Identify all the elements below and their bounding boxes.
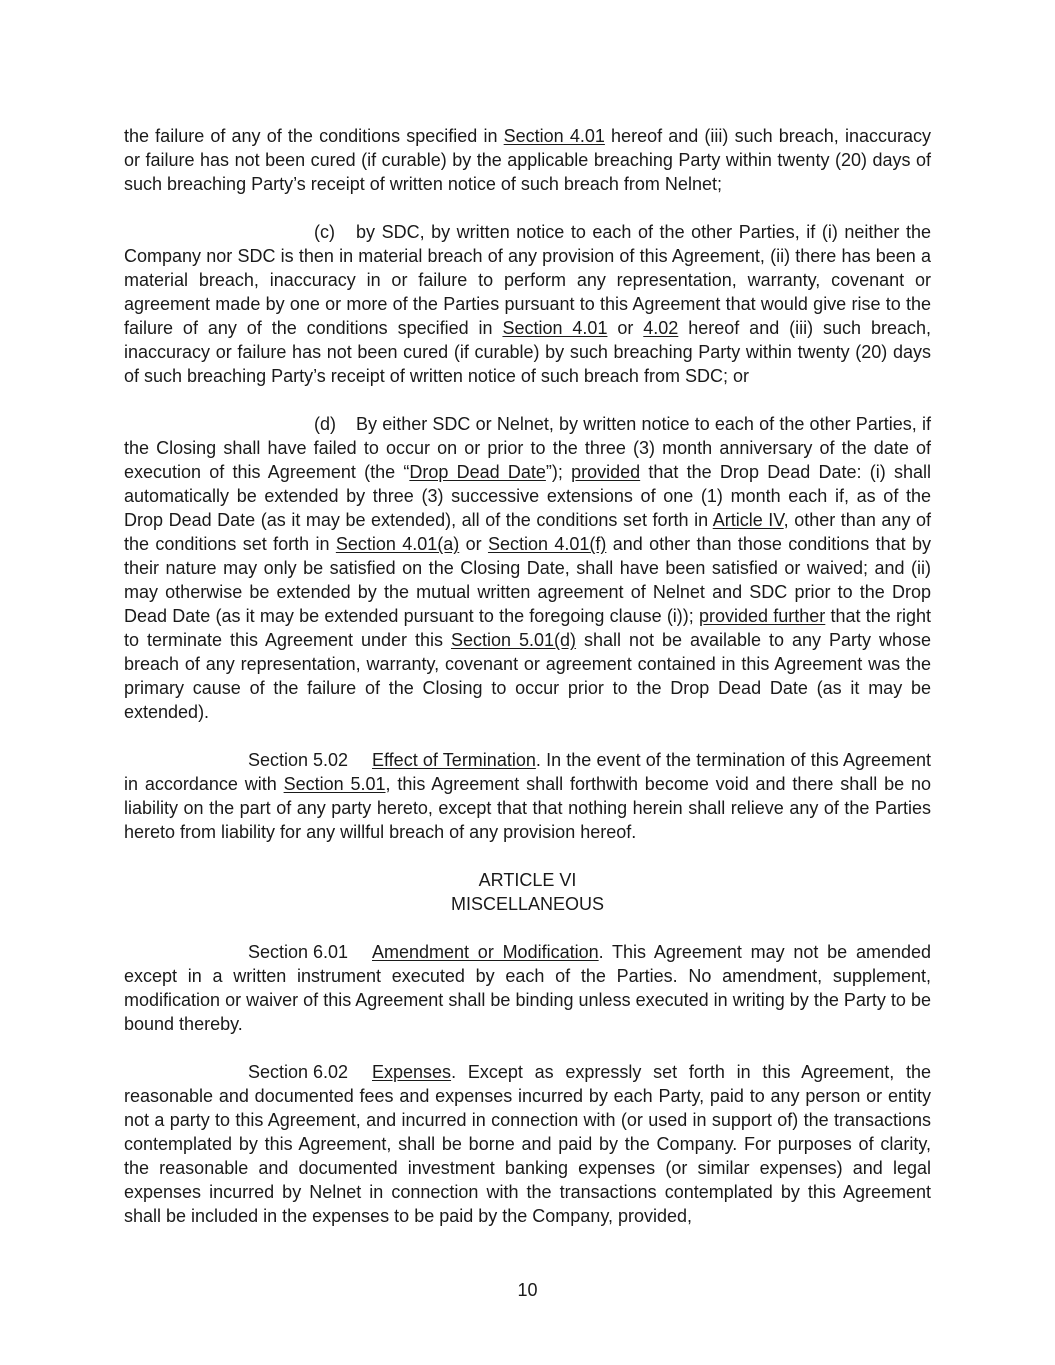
clause-label: (c) (314, 222, 335, 242)
cross-reference-link[interactable]: Section 4.01(f) (487, 534, 607, 554)
text-run: or (459, 534, 488, 554)
text-run: that the Drop Dead Date: (i) shall automatically be extended by three (3) successive extensions of one (1) month each if, as of the Drop Dead Date (as it may be extended), all of the conditions set forth in (124, 462, 931, 530)
emphasis-term: provided (571, 462, 641, 482)
text-run: the failure of any of the conditions specified in (124, 126, 504, 146)
cross-reference-link[interactable]: Section 4.01 (503, 126, 605, 146)
cross-reference-link[interactable]: Section 5.01 (283, 774, 386, 794)
cross-reference-link[interactable]: 4.02 (643, 318, 679, 338)
text-run: . This Agreement may not be amended except in a written instrument executed by each of the Parties. No amendment, supplement, modification or waiver of this Agreement shall be binding unless executed in writing by the Party to be bound thereby. (124, 942, 931, 1034)
text-run: shall not be available to any Party whose breach of any representation, warranty, covenant or agreement contained in this Agreement was the primary cause of the failure of the Closing to occur prior to the Drop Dead Date (as it may be extended). (124, 630, 931, 722)
section-heading: Amendment or Modification (372, 942, 599, 962)
text-run: hereof and (iii) such breach, inaccuracy or failure has not been cured (if curable) by the applicable breaching Party within twenty (20) days of such breaching Party’s receipt of written notice of such breach from Nelnet; (124, 126, 931, 194)
section-heading: Effect of Termination (372, 750, 536, 770)
section-5-02 (124, 748, 931, 844)
section-label: Section 6.02 (248, 1062, 349, 1082)
section-6-01 (124, 940, 931, 1036)
text-run: By either SDC or Nelnet, by written notice to each of the other Parties, if the Closing shall have failed to occur on or prior to the three (3) month anniversary of the date of execution of this Agreement (the “ (124, 414, 931, 482)
clause-d (124, 412, 931, 724)
section-label: Section 6.01 (248, 942, 349, 962)
defined-term: Drop Dead Date (409, 462, 546, 482)
clause-label: (d) (314, 414, 336, 434)
text-run: , other than any of the conditions set forth in (124, 510, 931, 554)
page-body (124, 124, 931, 1228)
paragraph-continuation (124, 124, 931, 196)
text-run: hereof and (iii) such breach, inaccuracy or failure has not been cured (if curable) by such breaching Party within twenty (20) days of such breaching Party’s receipt of written notice of such breach from SDC; or (124, 318, 931, 386)
cross-reference-link[interactable]: Article IV (712, 510, 784, 530)
section-label: Section 5.02 (248, 750, 349, 770)
cross-reference-link[interactable]: Section 4.01(a) (335, 534, 460, 554)
article-title: MISCELLANEOUS (450, 894, 605, 914)
text-run: ”); (545, 462, 572, 482)
text-run: , this Agreement shall forthwith become void and there shall be no liability on the part of any party hereto, except that that nothing herein shall relieve any of the Parties hereto from liability for any willful breach of any provision hereof. (124, 774, 931, 842)
article-number: ARTICLE VI (478, 870, 577, 890)
section-heading: Expenses (372, 1062, 452, 1082)
page-number: 10 (517, 1280, 538, 1300)
text-run: . Except as expressly set forth in this Agreement, the reasonable and documented fees and expenses incurred by each Party, paid to any person or entity not a party to this Agreement, and incurred in connection with (or used in support of) the transactions contemplated by this Agreement, shall be borne and paid by the Company. For purposes of clarity, the reasonable and documented investment banking expenses (or similar expenses) and legal expenses incurred by Nelnet in connection with the transactions contemplated by this Agreement shall be included in the expenses to be paid by the Company, provided, (124, 1062, 931, 1226)
text-run: or (607, 318, 644, 338)
cross-reference-link[interactable]: Section 4.01 (502, 318, 608, 338)
cross-reference-link[interactable]: Section 5.01(d) (450, 630, 577, 650)
text-run: . In the event of the termination of this Agreement in accordance with (124, 750, 931, 794)
text-run: that the right to terminate this Agreement under this (124, 606, 931, 650)
section-6-02 (124, 1060, 931, 1228)
clause-c (124, 220, 931, 388)
emphasis-term: provided further (699, 606, 826, 626)
text-run: by SDC, by written notice to each of the other Parties, if (i) neither the Company nor SDC is then in material breach of any provision of this Agreement, (ii) there has been a material breach, inaccuracy in or failure to perform any representation, warranty, covenant or agreement made by one or more of the Parties pursuant to this Agreement that would give rise to the failure of any of the conditions specified in (124, 222, 931, 338)
text-run: and other than those conditions that by their nature may only be satisfied on the Closing Date, shall have been satisfied or waived; and (ii) may otherwise be extended by the mutual written agreement of Nelnet and SDC prior to the Drop Dead Date (as it may be extended pursuant to the foregoing clause (i)); (124, 534, 931, 626)
